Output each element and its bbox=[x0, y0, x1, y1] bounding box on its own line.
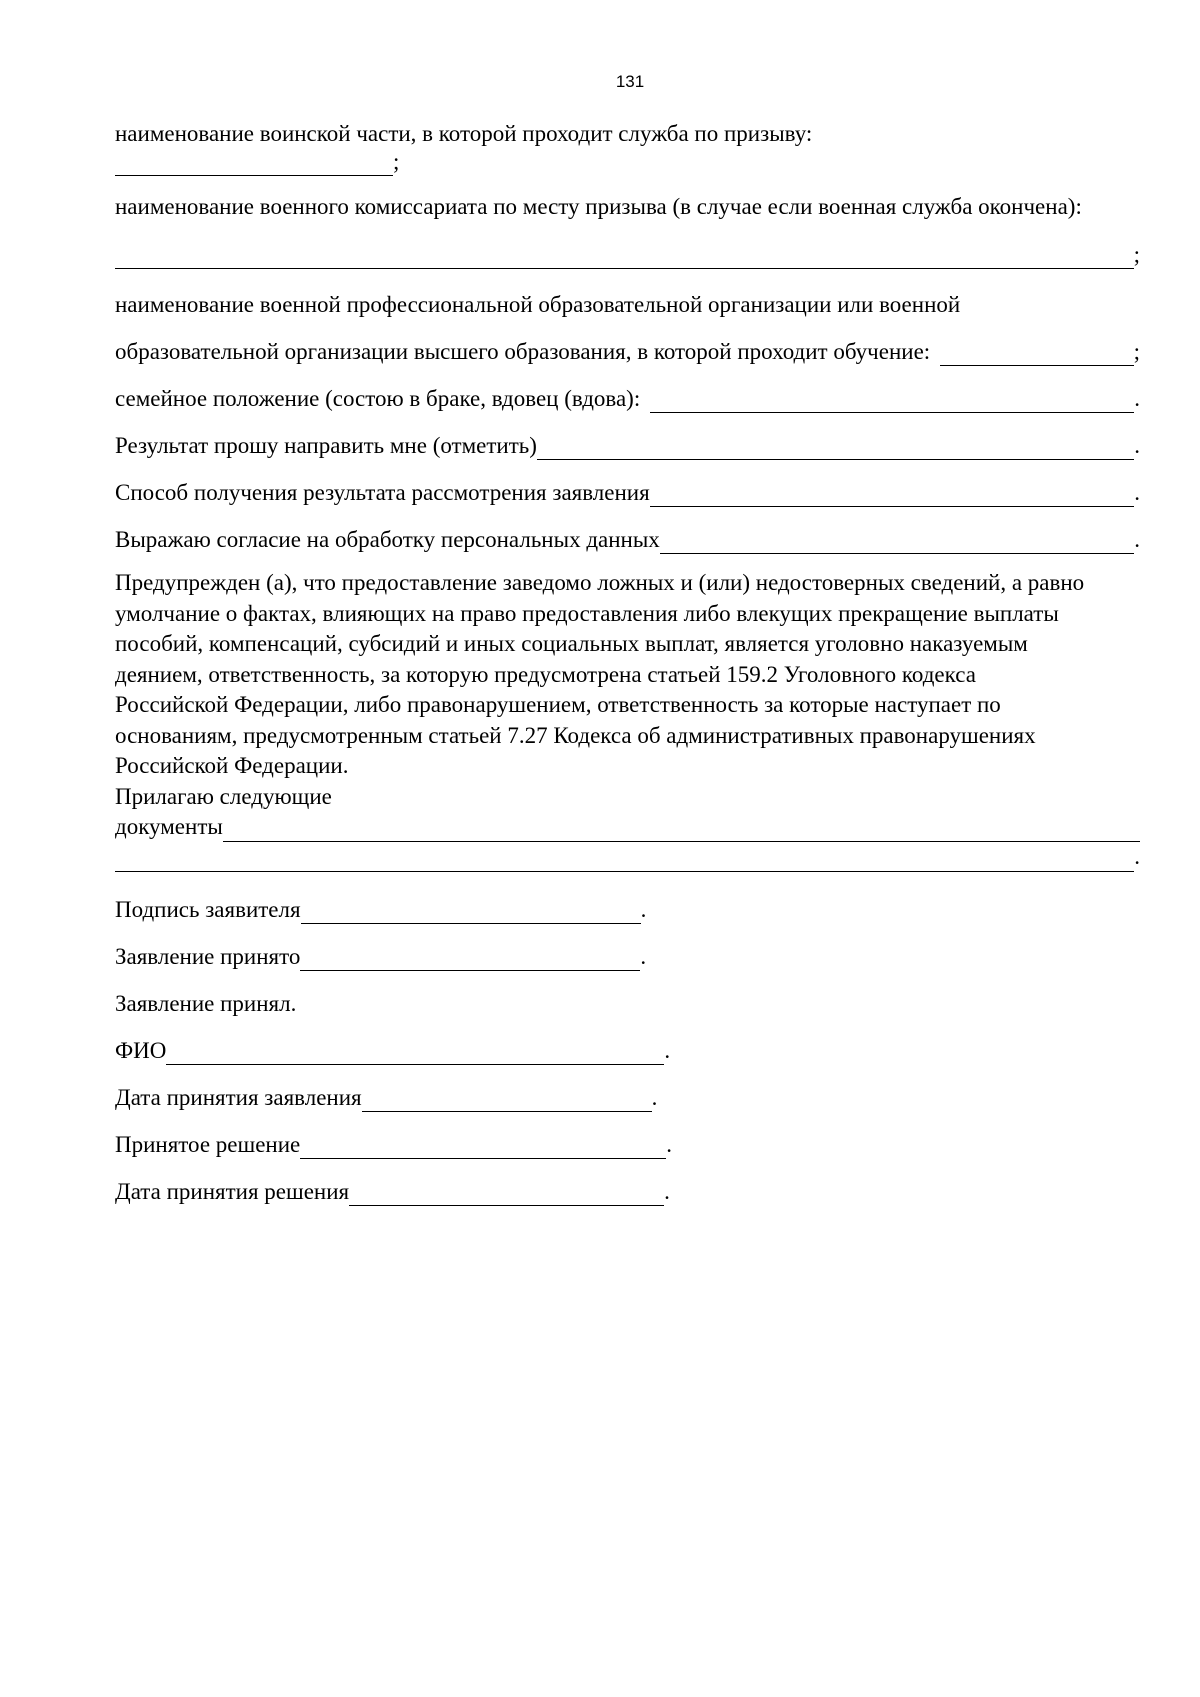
military-unit-label-line bbox=[115, 120, 1140, 148]
education-end: ; bbox=[1133, 339, 1140, 364]
marital-label: семейное положение (состою в браке, вдовец (вдова): bbox=[115, 386, 641, 411]
attachments-line-2 bbox=[115, 842, 1140, 872]
decision-field[interactable] bbox=[300, 1136, 666, 1159]
result-method-field[interactable] bbox=[650, 484, 1135, 507]
attachments-line bbox=[115, 812, 1140, 842]
acceptance-date-field[interactable] bbox=[362, 1089, 652, 1112]
marital-line bbox=[115, 385, 1140, 413]
marital-field[interactable] bbox=[650, 390, 1134, 413]
page-number: 131 bbox=[615, 72, 645, 91]
result-method-end: . bbox=[1134, 480, 1140, 505]
warning-paragraph bbox=[115, 568, 1140, 812]
commissariat-end: ; bbox=[1133, 242, 1140, 267]
education-label-2: образовательной организации высшего образования, в которой проходит обучение: bbox=[115, 339, 931, 364]
consent-field[interactable] bbox=[660, 531, 1134, 554]
marital-end: . bbox=[1134, 386, 1140, 411]
warning-line: Предупрежден (а), что предоставление заведомо ложных и (или) недостоверных сведений, а равно bbox=[115, 570, 1085, 595]
full-name-field[interactable] bbox=[166, 1042, 664, 1065]
result-direction-field[interactable] bbox=[537, 437, 1134, 460]
education-field-line bbox=[115, 338, 1140, 366]
consent-label: Выражаю согласие на обработку персональных данных bbox=[115, 527, 660, 552]
attachments-label-1: Прилагаю следующие bbox=[115, 783, 332, 809]
decision-date-label: Дата принятия решения bbox=[115, 1179, 350, 1204]
commissariat-field[interactable] bbox=[115, 246, 1134, 269]
consent-line bbox=[115, 526, 1140, 554]
education-label-1: наименование военной профессиональной образовательной организации или военной bbox=[115, 292, 961, 317]
military-unit-field[interactable] bbox=[115, 153, 393, 176]
applicant-signature-label: Подпись заявителя bbox=[115, 897, 301, 922]
military-unit-label: наименование воинской части, в которой проходит служба по призыву: bbox=[115, 121, 813, 146]
result-direction-label: Результат прошу направить мне (отметить) bbox=[115, 433, 537, 458]
applicant-signature-line bbox=[115, 896, 1140, 924]
decision-date-end: . bbox=[664, 1179, 670, 1204]
decision-line bbox=[115, 1131, 1140, 1159]
warning-line: умолчание о фактах, влияющих на право предоставления либо влекущих прекращение выплаты bbox=[115, 600, 1059, 626]
decision-end: . bbox=[666, 1132, 672, 1157]
consent-end: . bbox=[1134, 527, 1140, 552]
result-method-line bbox=[115, 479, 1140, 507]
application-received-by-label: Заявление принял. bbox=[115, 991, 297, 1016]
acceptance-date-label: Дата принятия заявления bbox=[115, 1085, 362, 1110]
commissariat-field-line bbox=[115, 241, 1140, 269]
military-unit-end: ; bbox=[393, 149, 400, 174]
application-accepted-end: . bbox=[640, 944, 647, 969]
attachments-end: . bbox=[1134, 844, 1140, 869]
result-direction-end: . bbox=[1134, 433, 1140, 458]
education-label-line-1 bbox=[115, 291, 1140, 319]
attachments-field[interactable] bbox=[223, 819, 1140, 842]
warning-line: Российской Федерации, либо правонарушением, ответственность за которые наступает по bbox=[115, 692, 1001, 717]
warning-line: пособий, компенсаций, субсидий и иных социальных выплат, является уголовно наказуемым bbox=[115, 631, 1028, 656]
application-received-by-line bbox=[115, 990, 1140, 1018]
warning-line: деянием, ответственность, за которую предусмотрена статьей 159.2 Уголовного кодекса bbox=[115, 661, 976, 687]
warning-line: Российской Федерации. bbox=[115, 753, 349, 778]
warning-line: основаниям, предусмотренным статьей 7.27 Кодекса об административных правонарушениях bbox=[115, 722, 1036, 748]
application-accepted-field[interactable] bbox=[300, 948, 640, 971]
result-method-label: Способ получения результата рассмотрения заявления bbox=[115, 480, 650, 505]
commissariat-label-line bbox=[115, 193, 1140, 221]
decision-date-field[interactable] bbox=[349, 1183, 664, 1206]
application-accepted-line bbox=[115, 943, 1140, 971]
attachments-field-2[interactable] bbox=[115, 849, 1134, 872]
commissariat-label: наименование военного комиссариата по месту призыва (в случае если военная служба окончена): bbox=[115, 194, 1082, 219]
full-name-label: ФИО bbox=[115, 1038, 167, 1063]
military-unit-field-line bbox=[115, 148, 1140, 176]
acceptance-date-line bbox=[115, 1084, 1140, 1112]
full-name-end: . bbox=[664, 1038, 671, 1063]
result-direction-line bbox=[115, 432, 1140, 460]
full-name-line bbox=[115, 1037, 1140, 1065]
application-accepted-label: Заявление принято bbox=[115, 944, 301, 969]
acceptance-date-end: . bbox=[651, 1085, 658, 1110]
education-field[interactable] bbox=[940, 343, 1133, 366]
decision-date-line bbox=[115, 1178, 1140, 1206]
decision-label: Принятое решение bbox=[115, 1132, 301, 1157]
application-form bbox=[115, 120, 1140, 1225]
applicant-signature-field[interactable] bbox=[301, 901, 641, 924]
applicant-signature-end: . bbox=[640, 897, 647, 922]
attachments-label-2: документы bbox=[115, 814, 223, 839]
